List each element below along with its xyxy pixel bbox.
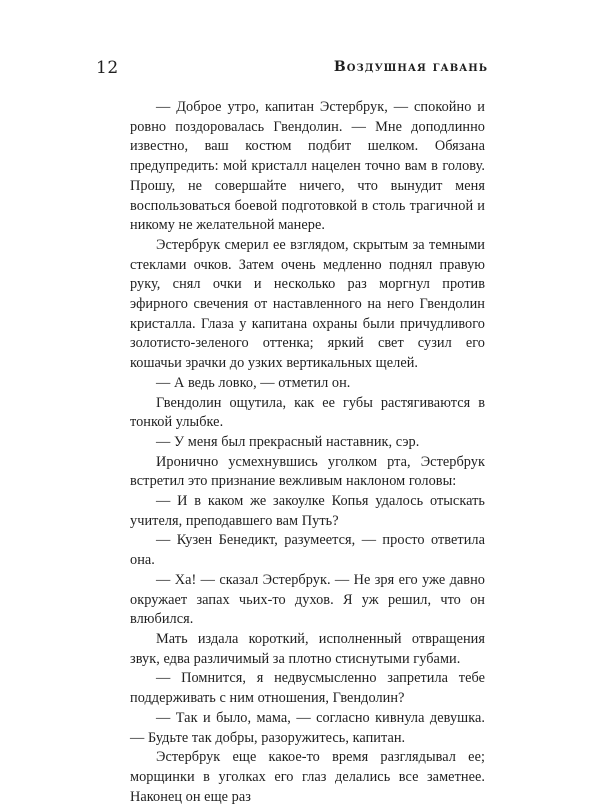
paragraph: — Так и было, мама, — согласно кивнула девушка. — Будьте так добры, разоружитесь, капитан. (130, 709, 485, 746)
paragraph: Мать издала короткий, исполненный отвращения звук, едва различимый за плотно стиснутыми губами. (130, 630, 485, 667)
paragraph: Эстербрук смерил ее взглядом, скрытым за темными стеклами очков. Затем очень медленно поднял правую руку, снял очки и несколько раз моргнул против эфирного свечения от наставленного на него Гвендолин кристалла. Глаза у капитана охраны были причудливого золотисто-зеленого оттенка; яркий свет сузил его кошачьи зрачки до узких вертикальных щелей. (130, 236, 485, 372)
paragraph: — Помнится, я недвусмысленно запретила тебе поддерживать с ним отношения, Гвендолин? (130, 670, 485, 707)
paragraph: — Кузен Бенедикт, разумеется, — просто ответила она. (130, 532, 485, 569)
paragraph: — Доброе утро, капитан Эстербрук, — спокойно и ровно поздоровалась Гвендолин. — Мне доподлинно известно, ваш костюм подбит шелком. Обязана предупредить: мой кристалл нацелен точно вам в голову. Прошу, не совершайте ничего, что вынудит меня воспользоваться боевой подготовкой в столь трагичной и никому не желательной манере. (130, 99, 485, 234)
paragraph: — А ведь ловко, — отметил он. (156, 374, 351, 391)
paragraph: — У меня был прекрасный наставник, сэр. (156, 433, 420, 450)
paragraph: — И в каком же закоулке Копья удалось отыскать учителя, преподавшего вам Путь? (130, 493, 485, 529)
body-text (130, 98, 485, 807)
running-head-title: Воздушная гавань (333, 59, 488, 75)
paragraph: Эстербрук еще какое-то время разглядывал ее; морщинки в уголках его глаз делались все заметнее. Наконец он еще раз (130, 749, 485, 805)
page-number: 12 (96, 58, 119, 78)
paragraph: — Ха! — сказал Эстербрук. — Не зря его уже давно окружает запах чьих-то духов. Я уж решил, что он влюбился. (130, 571, 485, 628)
paragraph: Иронично усмехнувшись уголком рта, Эстербрук встретил это признание вежливым наклоном головы: (130, 453, 485, 490)
paragraph: Гвендолин ощутила, как ее губы растягиваются в тонкой улыбке. (130, 394, 485, 431)
